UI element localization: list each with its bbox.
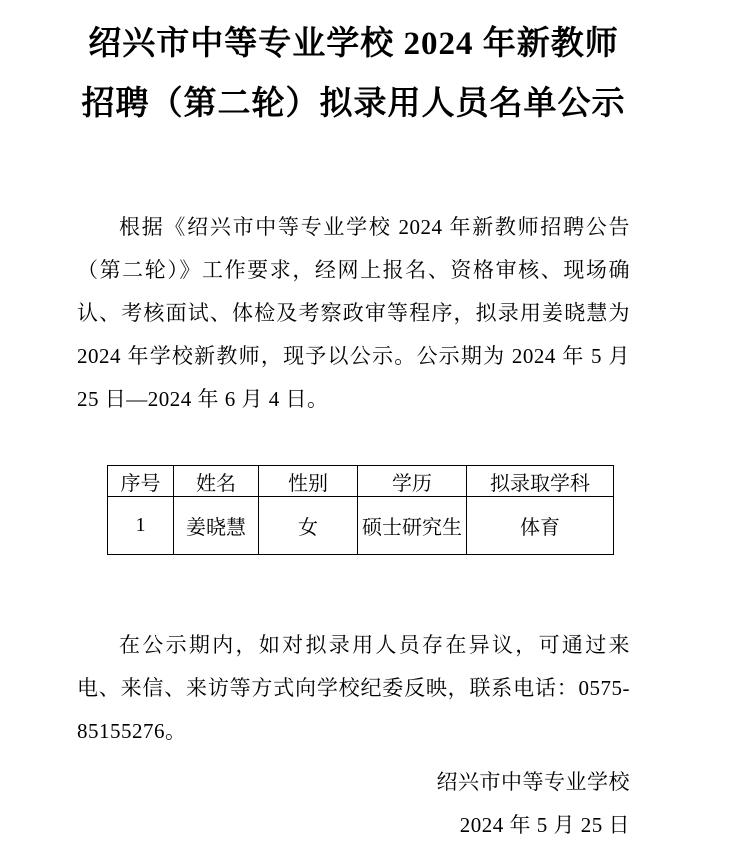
column-header-gender: 性别 (259, 466, 358, 497)
column-header-serial: 序号 (108, 466, 174, 497)
cell-gender: 女 (259, 497, 358, 555)
table-row (108, 497, 614, 555)
table-header-row (108, 466, 614, 497)
column-header-subject: 拟录取学科 (467, 466, 614, 497)
signature-date: 2024 年 5 月 25 日 (459, 813, 630, 837)
column-header-name: 姓名 (174, 466, 259, 497)
objection-paragraph: 在公示期内，如对拟录用人员存在异议，可通过来电、来信、来访等方式向学校纪委反映，联系电话：0575-85155276。 (77, 633, 630, 743)
signature-block (77, 761, 630, 847)
cell-subject: 体育 (467, 497, 614, 555)
page-title-line-2: 招聘（第二轮）拟录用人员名单公示 (81, 86, 626, 122)
candidate-table (107, 465, 614, 555)
signature-org: 绍兴市中等专业学校 (436, 770, 630, 794)
intro-paragraph: 根据《绍兴市中等专业学校 2024 年新教师招聘公告（第二轮）》工作要求，经网上报名、资格审核、现场确认、考核面试、体检及考察政审等程序，拟录用姜晓慧为 2024 年学校新教师，现予以公示。公示期为 2024 年 5 月 25 日—2024 年 6 月 4 日。 (77, 215, 630, 411)
cell-serial: 1 (108, 497, 174, 555)
cell-education: 硕士研究生 (358, 497, 467, 555)
page-title-line-1: 绍兴市中等专业学校 2024 年新教师 (88, 26, 619, 62)
column-header-education: 学历 (358, 466, 467, 497)
page-title (77, 14, 630, 134)
cell-name: 姜晓慧 (174, 497, 259, 555)
